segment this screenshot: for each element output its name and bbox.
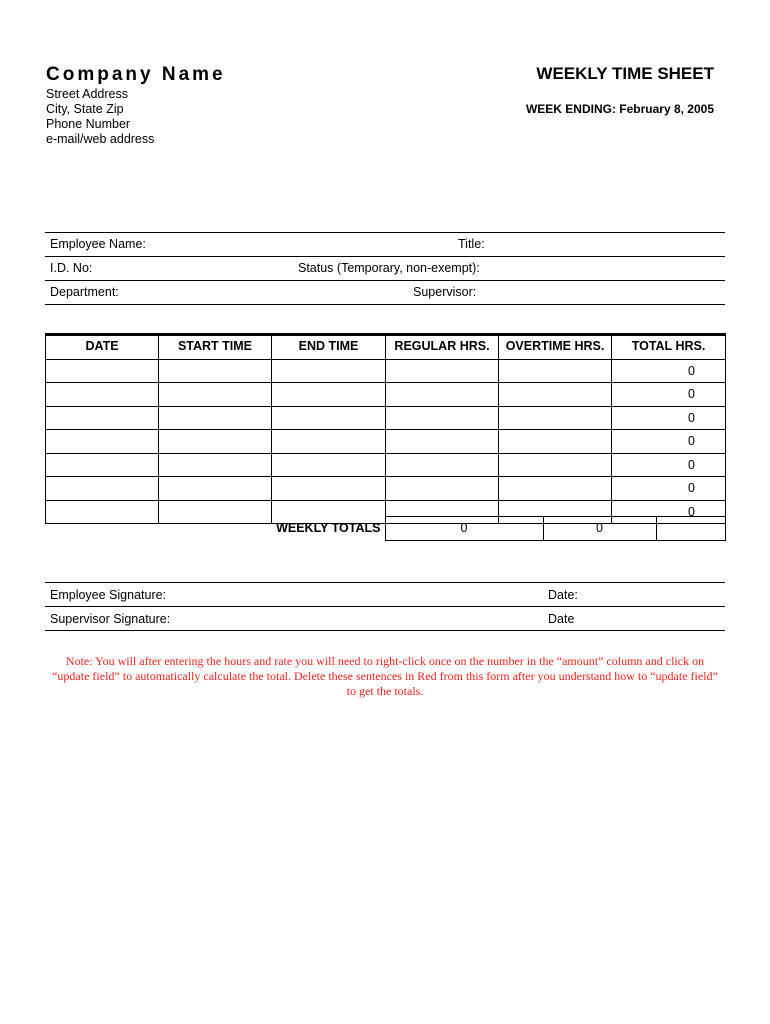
weekly-totals-table: [45, 516, 726, 541]
employee-info: [45, 232, 725, 305]
column-header: OVERTIME HRS.: [499, 335, 612, 360]
supervisor-signature-row[interactable]: [45, 607, 725, 631]
start-time-cell[interactable]: [159, 430, 272, 454]
end-time-cell[interactable]: [272, 477, 386, 501]
street-address: Street Address: [46, 87, 128, 101]
column-header: TOTAL HRS.: [612, 335, 726, 360]
end-time-cell[interactable]: [272, 453, 386, 477]
grand-total-cell[interactable]: [656, 517, 725, 541]
overtime-hrs-cell[interactable]: [499, 430, 612, 454]
overtime-hrs-total: 0: [543, 517, 656, 541]
company-name: Company Name: [46, 64, 226, 85]
regular-hrs-cell[interactable]: [386, 383, 499, 407]
table-row: [46, 430, 726, 454]
department-label: Department:: [50, 285, 119, 299]
regular-hrs-cell[interactable]: [386, 477, 499, 501]
week-ending: WEEK ENDING: February 8, 2005: [525, 102, 714, 116]
total-hrs-cell: 0: [612, 500, 726, 524]
overtime-hrs-cell[interactable]: [499, 383, 612, 407]
total-hrs-cell: 0: [612, 383, 726, 407]
overtime-hrs-cell[interactable]: [499, 477, 612, 501]
employee-signature-row[interactable]: [45, 583, 725, 607]
start-time-cell[interactable]: [159, 383, 272, 407]
total-hrs-cell: 0: [612, 430, 726, 454]
weekly-totals-label: WEEKLY TOTALS: [276, 521, 381, 536]
column-header: END TIME: [272, 335, 386, 360]
total-hrs-cell: 0: [612, 477, 726, 501]
column-header: DATE: [46, 335, 159, 360]
date-cell[interactable]: [46, 359, 159, 383]
regular-hrs-total: 0: [385, 517, 543, 541]
end-time-cell[interactable]: [272, 406, 386, 430]
table-row: [46, 406, 726, 430]
date-cell[interactable]: [46, 477, 159, 501]
column-header: START TIME: [159, 335, 272, 360]
start-time-cell[interactable]: [159, 453, 272, 477]
start-time-cell[interactable]: [159, 359, 272, 383]
table-row: [46, 453, 726, 477]
end-time-cell[interactable]: [272, 359, 386, 383]
phone-number: Phone Number: [46, 117, 131, 131]
weekly-totals-row: [45, 517, 725, 541]
city-state-zip: City, State Zip: [46, 102, 124, 116]
employee-name-label: Employee Name:: [50, 237, 146, 251]
table-row: [46, 383, 726, 407]
supervisor-date-label: Date: [548, 612, 575, 626]
instruction-note: Note: You will after entering the hours and rate you will need to right-click once on the number in the “amount” column and click on “update field” to automatically calculate the total. Delete these sentences in Red from this form after you understand how to “update field” to get the totals.: [52, 654, 718, 698]
supervisor-signature-label: Supervisor Signature:: [50, 612, 171, 626]
employee-date-label: Date:: [548, 588, 578, 602]
date-cell[interactable]: [46, 383, 159, 407]
employee-name-row[interactable]: [45, 233, 725, 257]
date-cell[interactable]: [46, 406, 159, 430]
department-row[interactable]: [45, 281, 725, 305]
overtime-hrs-cell[interactable]: [499, 406, 612, 430]
page-title: WEEKLY TIME SHEET: [536, 64, 714, 83]
title-label: Title:: [458, 237, 485, 251]
regular-hrs-cell[interactable]: [386, 359, 499, 383]
company-address: [46, 87, 154, 147]
regular-hrs-cell[interactable]: [386, 430, 499, 454]
timesheet-header-row: [46, 335, 726, 360]
date-cell[interactable]: [46, 453, 159, 477]
timesheet-table: [45, 333, 726, 524]
table-row: [46, 359, 726, 383]
total-hrs-cell: 0: [612, 406, 726, 430]
overtime-hrs-cell[interactable]: [499, 453, 612, 477]
start-time-cell[interactable]: [159, 406, 272, 430]
supervisor-label: Supervisor:: [413, 285, 477, 299]
id-label: I.D. No:: [50, 261, 93, 275]
employee-signature-label: Employee Signature:: [50, 588, 167, 602]
total-hrs-cell: 0: [612, 359, 726, 383]
end-time-cell[interactable]: [272, 430, 386, 454]
table-row: [46, 477, 726, 501]
date-cell[interactable]: [46, 430, 159, 454]
overtime-hrs-cell[interactable]: [499, 359, 612, 383]
end-time-cell[interactable]: [272, 383, 386, 407]
signature-section: [45, 582, 725, 631]
email-web-address: e-mail/web address: [46, 132, 155, 146]
id-status-row[interactable]: [45, 257, 725, 281]
regular-hrs-cell[interactable]: [386, 406, 499, 430]
status-label: Status (Temporary, non-exempt):: [298, 261, 480, 275]
column-header: REGULAR HRS.: [386, 335, 499, 360]
start-time-cell[interactable]: [159, 477, 272, 501]
regular-hrs-cell[interactable]: [386, 453, 499, 477]
total-hrs-cell: 0: [612, 453, 726, 477]
